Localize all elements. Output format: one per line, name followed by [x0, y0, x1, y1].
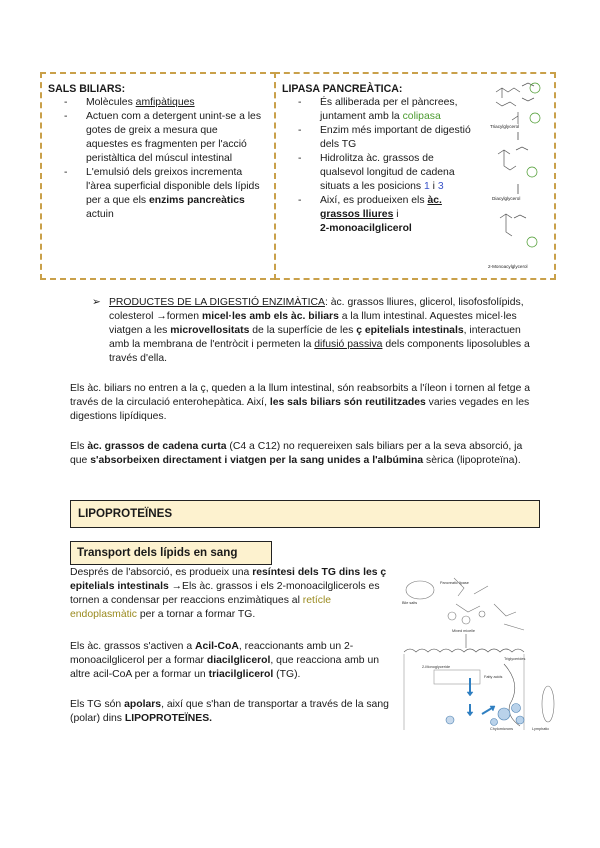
apolar-paragraph [70, 670, 392, 726]
text-run: , reaccionants amb un 2-monoacilglicerol per a formar [70, 641, 354, 666]
text-run: Els [70, 441, 88, 452]
figure-label: Bile salts [402, 601, 418, 605]
section-title: LIPOPROTEÏNES [78, 507, 173, 520]
bile-salts-box [40, 72, 276, 280]
lipase-hydrolysis-figure [488, 80, 548, 272]
text-run: a la llum intestinal. Aquestes micel·les viatgen a les [109, 311, 517, 336]
list-item [276, 152, 480, 194]
list-item [276, 96, 480, 124]
list-item [42, 96, 262, 110]
text-run: Els àc. biliars no entren a la ç, queden a la llum intestinal, són reabsorbits a l'íleon i tornen al fetge a través de la circulació enterohepàtica. Així, [70, 383, 531, 408]
passive-diffusion-term: difusió passiva [314, 339, 383, 350]
list-item-text: i [393, 209, 399, 220]
short-chain-paragraph [70, 440, 536, 468]
list-item [276, 194, 480, 236]
free-fatty-acids-term: àc. grassos lliures [320, 195, 442, 220]
list-item-text: Enzim més important de digestió dels TG [320, 125, 471, 150]
er-term: retícle endoplasmàtic [70, 595, 332, 620]
figure-label: Mixed micelle [452, 629, 475, 633]
text-run: varies vegades en les digestions lipídiques. [70, 397, 530, 422]
triacylglycerol-label: Triacylglycerol [490, 124, 520, 129]
text-run: (C4 a C12) no requereixen sals biliars per a la seva absorció, ja que [70, 441, 523, 466]
bold-run: micel·les amb els àc. biliars [201, 311, 339, 322]
colipase-term: colipasa [402, 111, 441, 122]
products-title: PRODUCTES DE LA DIGESTIÓ ENZIMÀTICA [109, 297, 325, 308]
bile-salts-title: SALS BILIARS: [48, 83, 126, 95]
position-1: 1 [423, 181, 430, 192]
bold-run: àc. grassos de cadena curta [87, 441, 227, 452]
list-item-text: Així, es produeixen els [320, 195, 428, 206]
diacylglycerol-label: Diacylglycerol [492, 196, 521, 201]
list-item [42, 110, 262, 166]
text-run: de la superfície de les [249, 325, 357, 336]
list-item [276, 124, 480, 152]
bold-run: LIPOPROTEÏNES. [124, 713, 213, 724]
bold-run: Acil-CoA [195, 641, 239, 652]
bold-run: diacilglicerol [206, 655, 271, 666]
products-bullet [92, 296, 542, 366]
bold-run: microvellositats [170, 325, 250, 336]
figure-label: Fatty acids [484, 675, 503, 679]
subsection-title: Transport dels lípids en sang [77, 546, 238, 559]
text-run: (TG). [273, 669, 301, 680]
figure-label: Pancreatic lipase [440, 581, 469, 585]
list-item-text: Hidrolitza àc. grassos de qualsevol longitud de cadena situats a les posicions [320, 153, 455, 192]
amphipathic-term: amfipàtiques [135, 97, 195, 108]
text-run: dels components liposolubles a través d'ella. [109, 339, 530, 364]
bold-run: triacilglicerol [208, 669, 274, 680]
bold-run: resíntesi dels TG dins les ç epitelials intestinals [70, 567, 387, 592]
text-run: per a tornar a formar TG. [137, 609, 256, 620]
lipid-absorption-figure [394, 574, 564, 734]
monoacylglycerol-label: 2-Monoacylglycerol [488, 264, 528, 269]
bold-run: apolars [124, 699, 162, 710]
text-run: Després de l'absorció, es produeix una [70, 567, 253, 578]
list-item-text: És alliberada per el pàncrees, juntament amb la [320, 97, 458, 122]
text-run: : àc. grassos lliures, glicerol, lisofosfolípids, colesterol →formen [109, 297, 524, 322]
pancreatic-lipase-title: LIPASA PANCREÀTICA: [282, 83, 403, 95]
bold-run: s'absorbeixen directament i viatgen per la sang unides a l'albúmina [90, 455, 424, 466]
monoacylglycerol-term: 2-monoacilglicerol [320, 223, 412, 234]
text-run: sèrica (lipoproteïna). [423, 455, 521, 466]
text-run: , així que s'han de transportar a través de la sang (polar) dins [70, 699, 389, 724]
products-text [109, 296, 542, 366]
bile-acids-paragraph [70, 382, 536, 424]
list-item-text: actuin [86, 209, 114, 220]
figure-label: Triglycerides [504, 657, 526, 661]
transport-heading [70, 541, 272, 565]
position-3: 3 [437, 181, 444, 192]
pancreatic-enzymes-term: enzims pancreàtics [148, 195, 245, 206]
list-item [42, 166, 262, 222]
text-run: , interactuen amb la membrana de l'entròcit i permeten la [109, 325, 521, 350]
figure-label: 2-Monoglyceride [422, 665, 451, 669]
bold-run: les sals biliars són reutilitzades [269, 397, 426, 408]
list-item-text: i [429, 181, 438, 192]
text-run: Els àc. grassos s'activen a [70, 641, 195, 652]
arrow-bullet-icon: ➢ [92, 297, 101, 308]
bold-run: ç epitelials intestinals [356, 325, 464, 336]
list-item-text: Molècules [86, 97, 136, 108]
text-run: , que reacciona amb un altre acil-CoA per a formar un [70, 655, 380, 680]
list-item-text: Actuen com a detergent unint-se a les gotes de greix a mesura que aquestes es fragmenten per l'acció peristàltica del múscul intestinal [86, 111, 262, 164]
resynthesis-paragraph [70, 566, 392, 622]
figure-label: Lymphatic [532, 727, 550, 731]
list-item-text: L'emulsió dels greixos incrementa l'àrea superficial disponible dels lípids per a que els [86, 167, 260, 206]
figure-label: Chylomicrons [490, 727, 513, 731]
text-run: Els TG són [70, 699, 125, 710]
text-run: →Els àc. grassos i els 2-monoacilglicerols es tornen a condensar per reaccions enzimàtiques al [70, 581, 380, 606]
lipoproteins-heading [70, 500, 540, 528]
